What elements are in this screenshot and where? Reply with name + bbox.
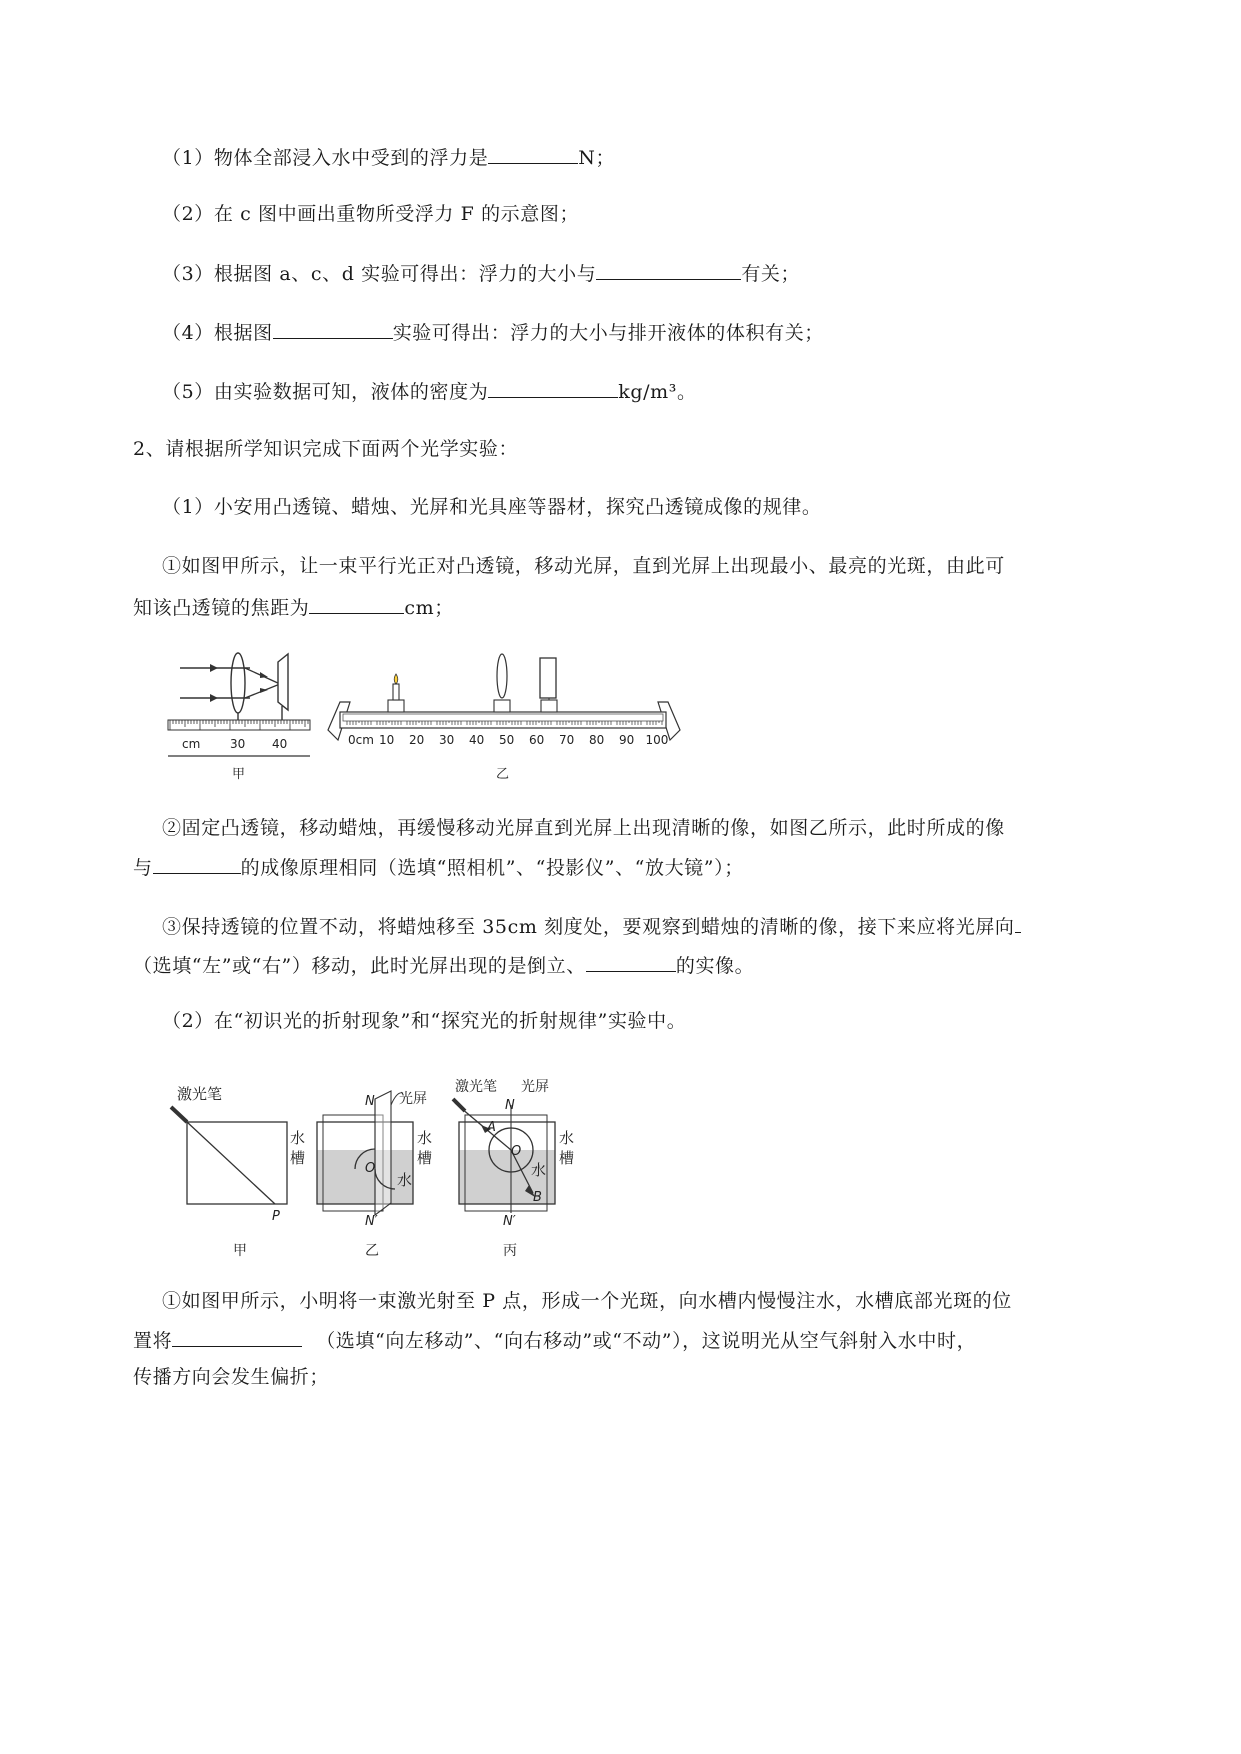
q2-part2-step1-line1: ①如图甲所示，小明将一束激光射至 P 点，形成一个光斑，向水槽内慢慢注水，水槽底部光斑的位 [162,1290,1012,1312]
bench-tick-label: 90 [619,733,635,747]
normal-n-prime-label: N′ [365,1214,378,1229]
screen-label: 光屏 [521,1079,549,1095]
bench-tick-label: 70 [559,733,575,747]
bench-tick-label: 50 [499,733,515,747]
tank-label: 水 [290,1129,306,1147]
q2-part1-step3-line1 [162,912,1021,940]
q1-part3-tail: 有关； [741,263,801,285]
q1-part1-text: （1）物体全部浸入水中受到的浮力是 [162,147,489,169]
q1-part5-unit: kg/m³。 [618,381,697,403]
bench-tick-label: 40 [469,733,485,747]
answer-blank[interactable] [309,593,404,614]
laser-pen-label: 激光笔 [455,1079,497,1095]
laser-pen-label: 激光笔 [177,1085,223,1103]
q2-part1-step2-line1: ②固定凸透镜，移动蜡烛，再缓慢移动光屏直到光屏上出现清晰的像，如图乙所示，此时所成的像 [162,817,1005,839]
bench-tick-label: 80 [589,733,605,747]
q1-part5 [162,377,697,405]
figure-caption-bing: 丙 [503,1243,517,1259]
q2-part1-intro: （1）小安用凸透镜、蜡烛、光屏和光具座等器材，探究凸透镜成像的规律。 [162,496,822,518]
q2-part2-step1-line3: 传播方向会发生偏折； [133,1366,330,1388]
bench-tick-label: 20 [409,733,425,747]
point-p-label: P [272,1209,280,1224]
water-label: 水 [397,1171,413,1189]
figure-caption-jia: 甲 [233,1243,247,1259]
figure-caption-jia: 甲 [232,767,246,782]
answer-blank[interactable] [488,377,618,398]
bench-tick-label: 60 [529,733,545,747]
q1-part1 [162,143,615,171]
bench-tick-label: 0cm [348,733,374,747]
tank-label: 槽 [559,1149,575,1167]
q2-part2-step1-line2 [133,1326,976,1354]
q2-part1-step2-tail: 的成像原理相同（选填“照相机”、“投影仪”、“放大镜”）； [240,857,744,879]
tank-label: 水 [559,1129,575,1147]
q2-part1-step1-text: 知该凸透镜的焦距为 [133,597,310,619]
figure-caption-yi: 乙 [365,1243,379,1259]
answer-blank[interactable] [172,1326,302,1347]
q2-part2-intro: （2）在“初识光的折射现象”和“探究光的折射规律”实验中。 [162,1010,687,1032]
bench-tick-label: 100 [645,733,669,747]
jia-tick-label: 30 [230,737,246,751]
tank-label: 槽 [417,1149,433,1167]
figure-bing-refraction [453,1078,574,1259]
figure-yi-optical-bench [328,654,680,782]
answer-blank[interactable] [488,143,578,164]
q2-part1-step3-text: ③保持透镜的位置不动，将蜡烛移至 35cm 刻度处，要观察到蜡烛的清晰的像，接下来应将光屏向 [162,916,1015,938]
normal-n-prime-label: N′ [503,1214,516,1229]
q1-part1-unit: N； [578,147,616,169]
figure-caption-yi: 乙 [496,767,510,782]
q2-part1-step3-line2 [133,951,754,979]
answer-blank[interactable] [596,259,741,280]
q1-part3-text: （3）根据图 a、c、d 实验可得出：浮力的大小与 [162,263,597,285]
jia-tick-label: cm [182,737,201,751]
point-a-label: A [487,1120,496,1135]
figure-refraction-experiment [165,1075,605,1260]
point-b-label: B [533,1190,542,1205]
q2-part1-step1-unit: cm； [404,597,454,619]
tank-label: 水 [417,1129,433,1147]
screen-label: 光屏 [399,1091,427,1107]
q1-part2 [162,201,579,227]
q2-heading: 2、请根据所学知识完成下面两个光学实验： [133,438,519,460]
q2-part1-step2-text: 与 [133,857,153,879]
answer-blank[interactable] [153,853,241,874]
q2-part2-step1-text: 置将 [133,1330,173,1352]
origin-o-label: O [511,1144,522,1159]
figure-jia-focal-length [168,653,310,782]
bench-tick-label: 30 [439,733,455,747]
figure-lens-experiment [160,640,700,790]
answer-blank[interactable] [1015,912,1021,933]
answer-blank[interactable] [273,318,393,339]
q2-part1-step3-tail: 的实像。 [675,955,755,977]
normal-n-label: N [505,1098,515,1113]
water-label: 水 [531,1161,547,1179]
q2-part1-step1-line1: ①如图甲所示，让一束平行光正对凸透镜，移动光屏，直到光屏上出现最小、最亮的光斑，由此可 [162,555,1005,577]
answer-blank[interactable] [586,951,676,972]
q1-part2-text: （2）在 c 图中画出重物所受浮力 F 的示意图； [162,203,580,225]
q2-part1-step2-line2 [133,853,744,881]
q1-part5-text: （5）由实验数据可知，液体的密度为 [162,381,489,403]
q2-part1-step3-text2: （选填“左”或“右”）移动，此时光屏出现的是倒立、 [133,955,586,977]
normal-n-label: N [365,1094,375,1109]
q1-part4-text: （4）根据图 [162,322,273,344]
origin-o-label: O [365,1161,376,1176]
bench-tick-label: 10 [379,733,395,747]
q1-part3 [162,259,800,287]
jia-tick-label: 40 [272,737,288,751]
figure-yi-screen-tank [317,1090,432,1259]
q1-part4-tail: 实验可得出：浮力的大小与排开液体的体积有关； [392,322,824,344]
tank-label: 槽 [290,1149,306,1167]
q1-part4 [162,318,824,346]
q2-part2-step1-tail: （选填“向左移动”、“向右移动”或“不动”），这说明光从空气斜射入水中时， [316,1330,977,1352]
figure-jia-laser-tank [171,1085,305,1259]
q2-part1-step1-line2 [133,593,454,621]
